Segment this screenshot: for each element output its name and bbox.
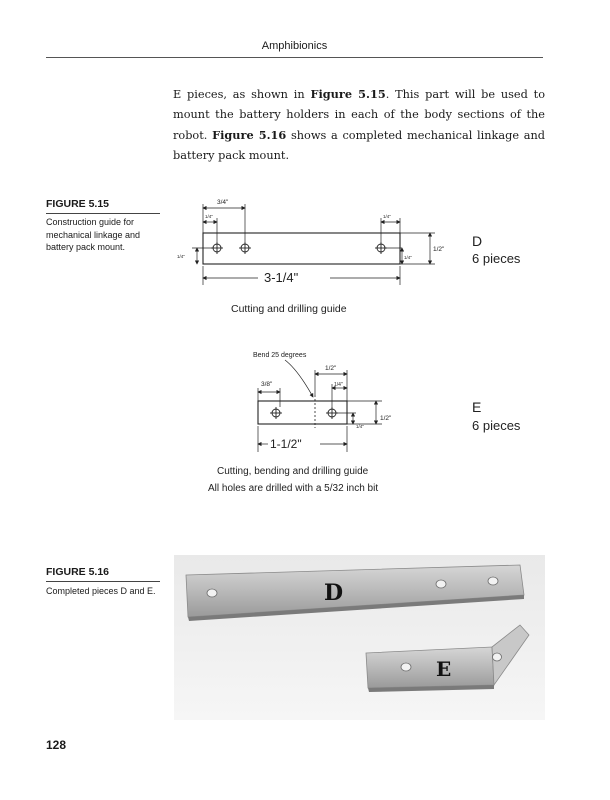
- part-d-outline: [203, 233, 400, 264]
- part-e-dim-right-hole: 1/4": [334, 382, 343, 388]
- part-d-dim-length: 3-1/4": [264, 270, 299, 285]
- part-e-dim-left: 3/8": [261, 381, 273, 388]
- body-text-segment: E pieces, as shown in: [173, 88, 311, 101]
- running-head: Amphibionics: [46, 40, 543, 58]
- part-e-dim-edge: 1/4": [356, 424, 364, 429]
- part-d-drawing: [177, 199, 521, 315]
- part-d-dim-right-hole: 1/4": [383, 214, 391, 219]
- photo-label-d: D: [324, 580, 344, 606]
- part-d-dim-left-hole: 1/4": [205, 214, 213, 219]
- part-e-holes: [270, 407, 338, 419]
- figure-reference: Figure 5.15: [310, 87, 386, 101]
- body-text-segment: . This part will be used to mount the battery holders in each of the body sections of the robot.: [173, 88, 545, 142]
- part-e-outline: [258, 401, 347, 424]
- part-d-dim-top: 3/4": [217, 199, 229, 206]
- completed-pieces-photo: [174, 555, 545, 720]
- figure-reference: Figure 5.16: [212, 128, 287, 142]
- figure-5-16-label: FIGURE 5.16: [46, 566, 160, 582]
- figure-5-15-caption: Construction guide for mechanical linkage and battery pack mount.: [46, 217, 141, 252]
- part-e-dim-bend: 1/2": [325, 365, 337, 372]
- body-text-segment: shows a completed mechanical linkage and battery pack mount.: [173, 129, 545, 162]
- figure-5-16-caption: Completed pieces D and E.: [46, 586, 156, 596]
- part-e-guide-caption: Cutting, bending and drilling guide: [217, 466, 369, 477]
- part-d-guide-caption: Cutting and drilling guide: [231, 303, 347, 315]
- part-e-drawing: [208, 352, 521, 494]
- construction-diagram: [170, 190, 550, 510]
- body-paragraph: [173, 84, 545, 166]
- part-d-count: 6 pieces: [472, 251, 521, 266]
- part-d-holes: [211, 242, 387, 254]
- part-d-name: D: [472, 233, 483, 249]
- part-d-dim-right-edge: 1/4": [404, 255, 412, 260]
- photo-label-e: E: [436, 657, 452, 681]
- part-d-dim-height: 1/2": [433, 246, 445, 253]
- part-e-bend-note: Bend 25 degrees: [253, 352, 307, 359]
- part-d-dim-left-edge: 1/4": [177, 254, 185, 259]
- figure-5-15-label: FIGURE 5.15: [46, 198, 160, 214]
- page-number: 128: [46, 738, 67, 752]
- part-e-name: E: [472, 399, 482, 415]
- part-e-count: 6 pieces: [472, 418, 521, 433]
- part-e-dim-length: 1-1/2": [270, 437, 302, 451]
- part-e-dim-height: 1/2": [380, 415, 392, 422]
- part-e-drill-note: All holes are drilled with a 5/32 inch bit: [208, 483, 379, 494]
